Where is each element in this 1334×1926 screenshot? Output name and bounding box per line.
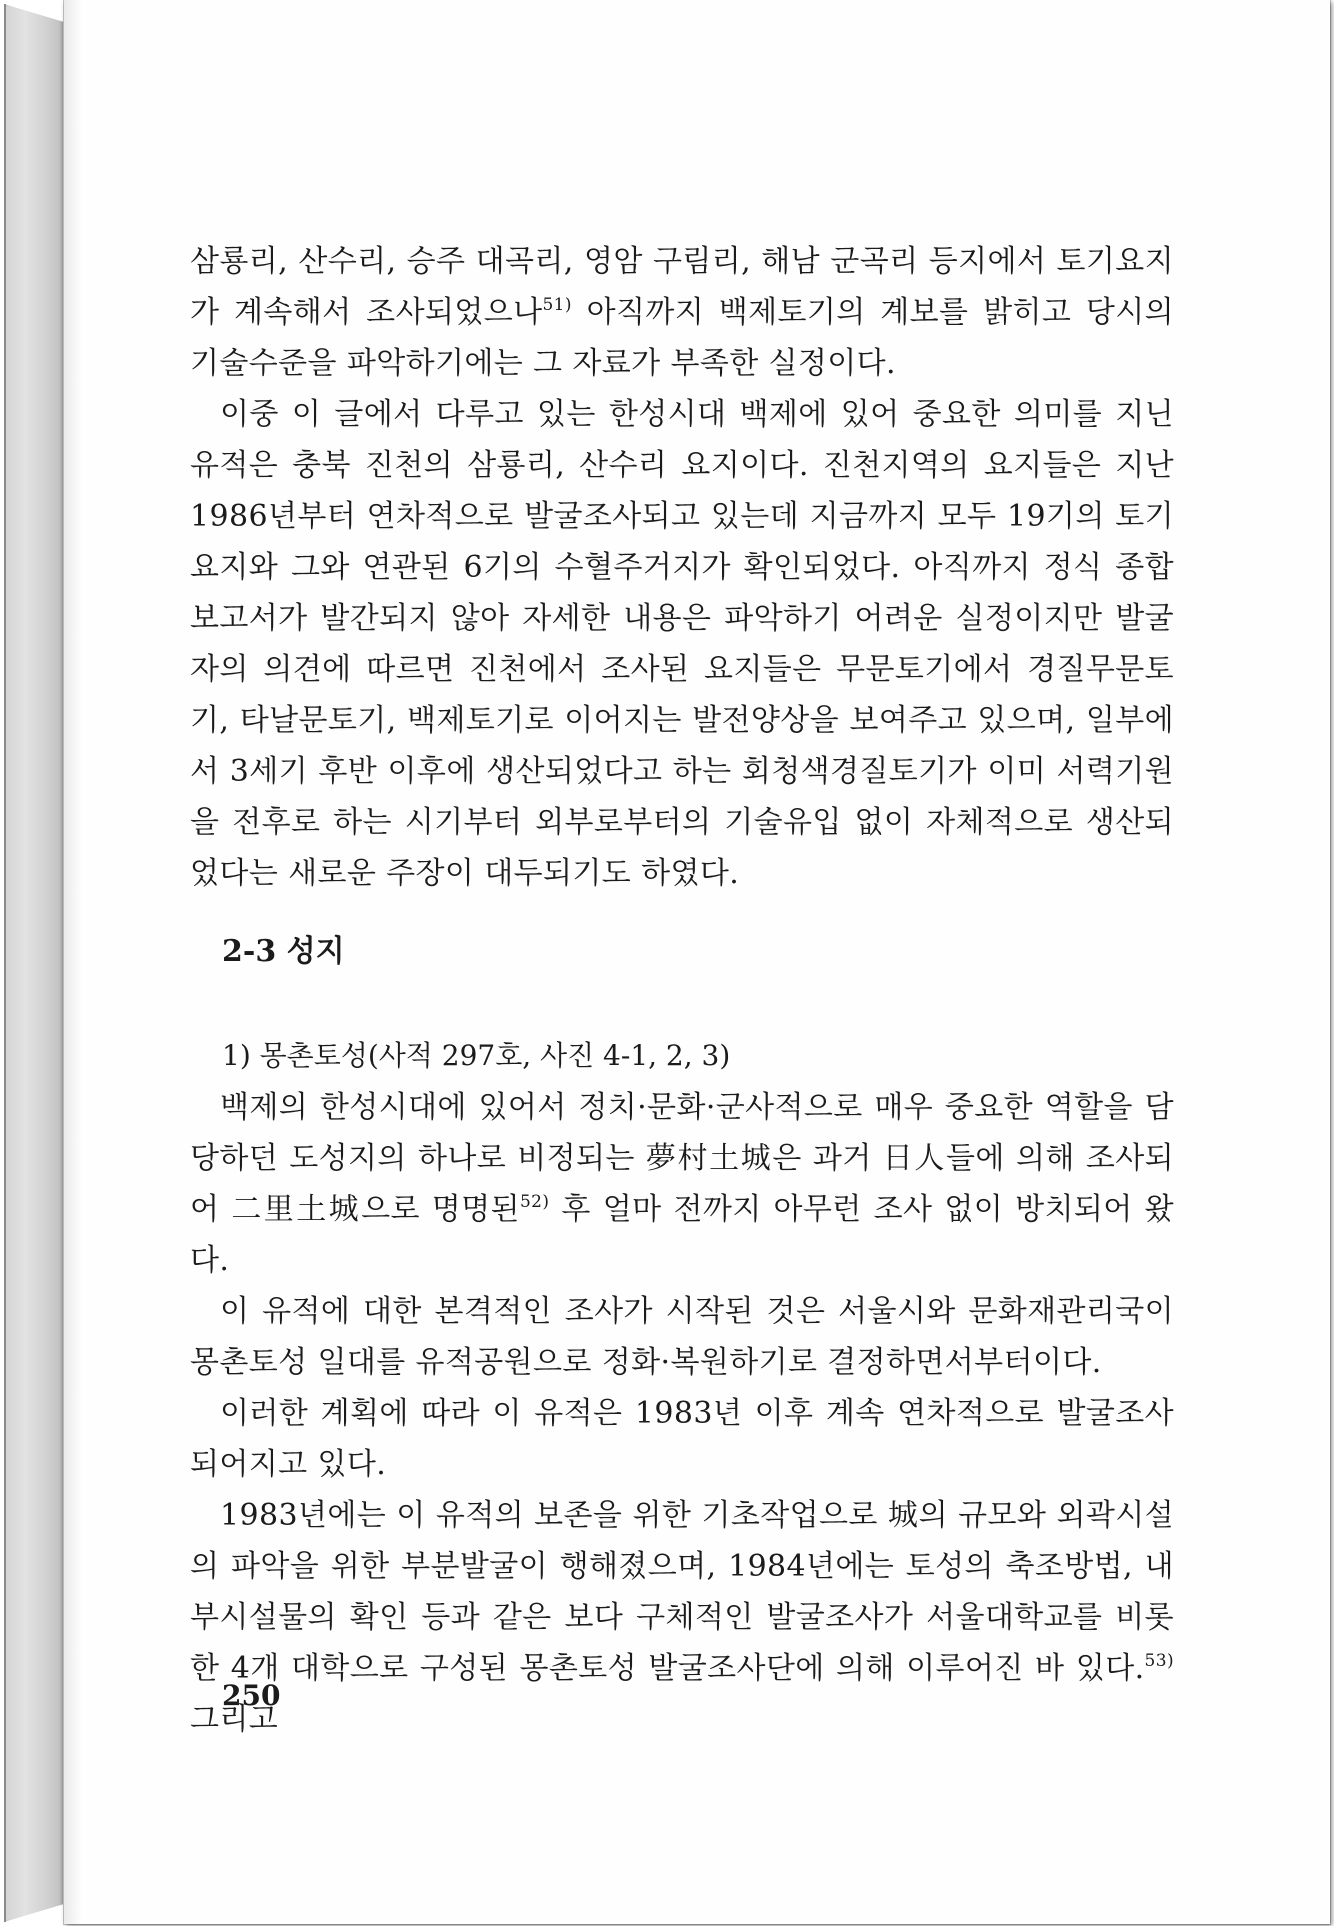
paragraph-text: 그리고 [190, 1702, 279, 1737]
paragraph [190, 1490, 1174, 1745]
subsection-heading: 1) 몽촌토성(사적 297호, 사진 4-1, 2, 3) [222, 1039, 731, 1072]
paragraph [190, 236, 1174, 389]
section-heading: 2-3 성지 [222, 934, 345, 969]
footnote-ref: 51) [542, 295, 572, 315]
paragraph-text: 삼룡리, 산수리, 승주 대곡리, 영암 구림리, 해남 군곡리 등지에서 토기요지가 계속해서 조사되었으나 [190, 244, 1174, 330]
spine-edge [4, 4, 6, 1922]
paragraph-text: 1983년에는 이 유적의 보존을 위한 기초작업으로 城의 규모와 외곽시설의 파악을 위한 부분발굴이 행해졌으며, 1984년에는 토성의 축조방법, 내부시설물의 확인 등과 같은 보다 구체적인 발굴조사가 서울대학교를 비롯한 4개 대학으로 구성된 몽촌토성 발굴조사단에 의해 이루어진 바 있다. [190, 1498, 1174, 1686]
book-spine [4, 4, 64, 1922]
text-block-top [190, 236, 1174, 899]
paragraph: 이 유적에 대한 본격적인 조사가 시작된 것은 서울시와 문화재관리국이 몽촌토성 일대를 유적공원으로 정화·복원하기로 결정하면서부터이다. [190, 1294, 1174, 1380]
paragraph-text: 후 얼마 전까지 아무런 조사 없이 방치되어 왔다. [190, 1192, 1174, 1278]
paragraph-text: 백제의 한성시대에 있어서 정치·문화·군사적으로 매우 중요한 역할을 담당하던 도성지의 하나로 비정되는 夢村土城은 과거 日人들에 의해 조사되어 二里土城으로 명명된 [190, 1090, 1174, 1227]
footnote-ref: 52) [519, 1192, 550, 1212]
text-block-body [190, 1082, 1174, 1745]
paragraph [190, 1082, 1174, 1286]
paragraph: 이러한 계획에 따라 이 유적은 1983년 이후 계속 연차적으로 발굴조사되어지고 있다. [190, 1396, 1174, 1482]
paragraph-text: 아직까지 백제토기의 계보를 밝히고 당시의 기술수준을 파악하기에는 그 자료가 부족한 실정이다. [190, 295, 1174, 381]
paragraph: 이중 이 글에서 다루고 있는 한성시대 백제에 있어 중요한 의미를 지닌 유적은 충북 진천의 삼룡리, 산수리 요지이다. 진천지역의 요지들은 지난 1986년부터 연차적으로 발굴조사되고 있는데 지금까지 모두 19기의 토기요지와 그와 연관된 6기의 수혈주거지가 확인되었다. 아직까지 정식 종합보고서가 발간되지 않아 자세한 내용은 파악하기 어려운 실정이지만 발굴자의 의견에 따르면 진천에서 조사된 요지들은 무문토기에서 경질무문토기, 타날문토기, 백제토기로 이어지는 발전양상을 보여주고 있으며, 일부에서 3세기 후반 이후에 생산되었다고 하는 회청색경질토기가 이미 서력기원을 전후로 하는 시기부터 외부로부터의 기술유입 없이 자체적으로 생산되었다는 새로운 주장이 대두되기도 하였다. [190, 397, 1174, 891]
page-gutter-shade [64, 0, 82, 1924]
page-number: 250 [222, 1679, 281, 1712]
footnote-ref: 53) [1144, 1651, 1174, 1671]
